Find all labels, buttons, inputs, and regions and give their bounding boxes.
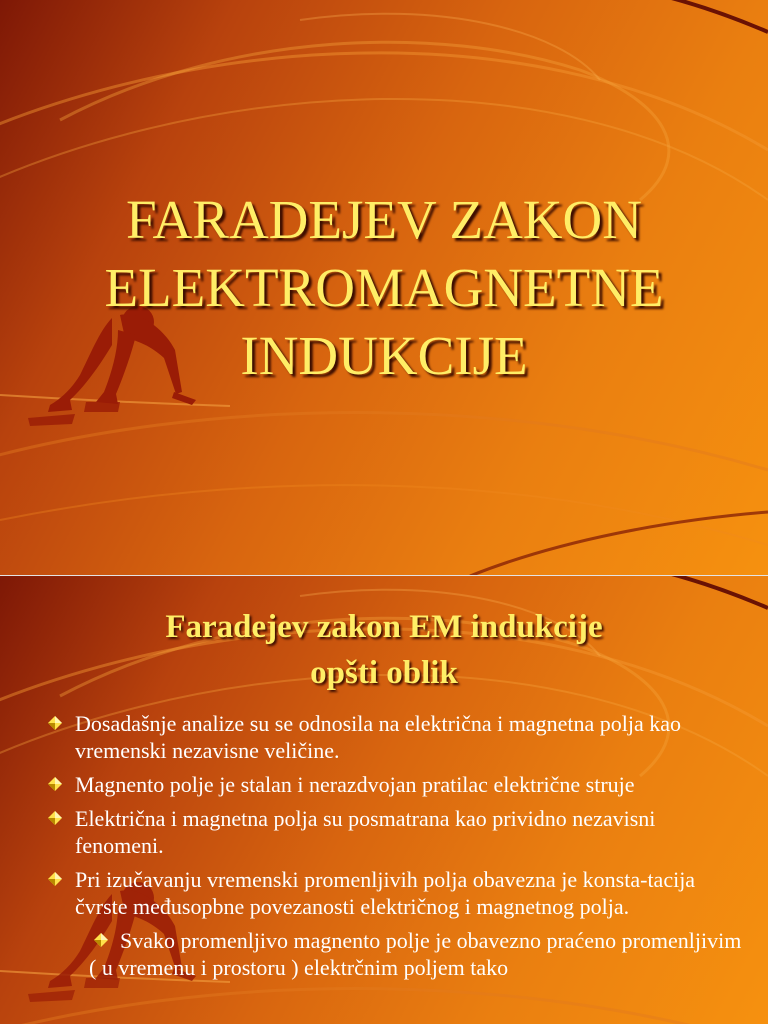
slide-title [0,186,768,390]
sub-list-item [0,927,768,981]
diamond-bullet-icon [94,933,108,947]
diamond-bullet-icon [48,872,62,886]
diamond-bullet-icon [48,716,62,730]
bullet-text: Dosadašnje analize su se odnosila na električna i magnetna polja kao vremenski nezavisne veličine. [75,711,682,763]
title-line-3: INDUKCIJE [240,325,528,386]
heading-line-1: Faradejev zakon EM indukcije [165,609,603,645]
bullet-text: Električna i magnetna polja su posmatrana kao prividno nezavisni fenomeni. [75,806,656,858]
sub-bullet-text: Svako promenljivo magnento polje je obavezno praćeno promenljivim ( u vremenu i prostoru ) elektrčnim poljem tako [89,928,742,980]
bullet-text: Pri izučavanju vremenski promenljivih polja obavezna je konsta-tacija čvrste međusopbne povezanosti električnog i magnetnog polja. [75,867,696,919]
bullet-text: Magnento polje je stalan i nerazdvojan pratilac električne struje [75,772,635,797]
slide-heading [0,604,768,696]
list-item [0,805,768,859]
heading-line-2: opšti oblik [310,655,458,691]
content-slide [0,576,768,1024]
bullet-list [0,710,768,981]
diamond-bullet-icon [48,777,62,791]
list-item [0,866,768,920]
title-line-1: FARADEJEV ZAKON [126,189,642,250]
list-item [0,771,768,798]
title-line-2: ELEKTROMAGNETNE [104,257,664,318]
list-item [0,710,768,764]
diamond-bullet-icon [48,811,62,825]
